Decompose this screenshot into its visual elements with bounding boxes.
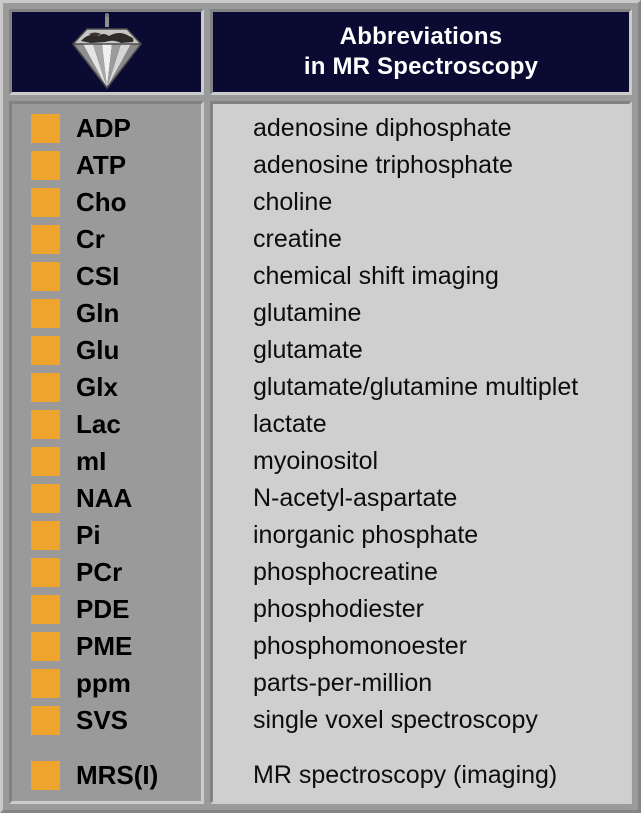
definition-label: parts-per-million bbox=[253, 669, 433, 697]
bullet-square-icon bbox=[31, 410, 60, 439]
abbreviation-row bbox=[31, 443, 201, 480]
definition-label: lactate bbox=[253, 410, 327, 438]
definition-label: glutamate bbox=[253, 336, 363, 364]
bullet-square-icon bbox=[31, 114, 60, 143]
page-title-line1: Abbreviations bbox=[339, 23, 503, 50]
definition-row bbox=[253, 757, 629, 794]
abbreviation-label: ADP bbox=[76, 113, 131, 143]
abbreviation-row bbox=[31, 332, 201, 369]
definition-row bbox=[253, 702, 629, 739]
abbreviation-row bbox=[31, 110, 201, 147]
abbreviation-label: mI bbox=[76, 446, 107, 476]
abbreviation-row bbox=[31, 184, 201, 221]
abbreviation-list bbox=[9, 101, 204, 804]
definition-row bbox=[253, 554, 629, 591]
definition-label: glutamine bbox=[253, 299, 362, 327]
abbreviation-row bbox=[31, 591, 201, 628]
diamond-icon bbox=[69, 12, 145, 92]
bullet-square-icon bbox=[31, 447, 60, 476]
definition-label: myoinositol bbox=[253, 447, 379, 475]
definition-row bbox=[253, 628, 629, 665]
list-gap bbox=[253, 739, 629, 757]
definition-label: choline bbox=[253, 188, 333, 216]
definition-row bbox=[253, 406, 629, 443]
definition-label: chemical shift imaging bbox=[253, 262, 499, 290]
abbreviation-row bbox=[31, 406, 201, 443]
abbreviation-label: PME bbox=[76, 631, 133, 661]
definition-row bbox=[253, 480, 629, 517]
definition-label: N-acetyl-aspartate bbox=[253, 484, 458, 512]
bullet-square-icon bbox=[31, 373, 60, 402]
bullet-square-icon bbox=[31, 151, 60, 180]
definition-label: MR spectroscopy (imaging) bbox=[253, 761, 558, 789]
abbreviation-label: Gln bbox=[76, 298, 120, 328]
definition-label: adenosine diphosphate bbox=[253, 114, 512, 142]
definition-row bbox=[253, 591, 629, 628]
definition-row bbox=[253, 517, 629, 554]
title-cell bbox=[210, 9, 632, 95]
abbreviation-row bbox=[31, 369, 201, 406]
definition-row bbox=[253, 665, 629, 702]
definition-label: phosphomonoester bbox=[253, 632, 468, 660]
abbreviation-row bbox=[31, 665, 201, 702]
definition-row bbox=[253, 258, 629, 295]
bullet-square-icon bbox=[31, 262, 60, 291]
abbreviation-label: Glx bbox=[76, 372, 118, 402]
abbreviation-label: Pi bbox=[76, 520, 101, 550]
definition-label: inorganic phosphate bbox=[253, 521, 479, 549]
abbreviation-row bbox=[31, 757, 201, 794]
abbreviation-label: Cr bbox=[76, 224, 105, 254]
abbreviation-label: ppm bbox=[76, 668, 131, 698]
logo-cell bbox=[9, 9, 204, 95]
definition-row bbox=[253, 110, 629, 147]
abbreviation-label: Lac bbox=[76, 409, 121, 439]
bullet-square-icon bbox=[31, 521, 60, 550]
abbreviation-label: Cho bbox=[76, 187, 127, 217]
definition-row bbox=[253, 332, 629, 369]
abbreviation-label: Glu bbox=[76, 335, 120, 365]
bullet-square-icon bbox=[31, 336, 60, 365]
definition-label: phosphocreatine bbox=[253, 558, 438, 586]
definition-row bbox=[253, 221, 629, 258]
abbreviation-row bbox=[31, 628, 201, 665]
page-title-line2: in MR Spectroscopy bbox=[303, 53, 539, 80]
abbreviation-row bbox=[31, 295, 201, 332]
abbreviation-row bbox=[31, 221, 201, 258]
definition-label: adenosine triphosphate bbox=[253, 151, 513, 179]
bullet-square-icon bbox=[31, 225, 60, 254]
abbreviation-label: PDE bbox=[76, 594, 130, 624]
abbreviation-row bbox=[31, 480, 201, 517]
bullet-square-icon bbox=[31, 761, 60, 790]
bullet-square-icon bbox=[31, 558, 60, 587]
definition-row bbox=[253, 443, 629, 480]
abbreviation-label: ATP bbox=[76, 150, 127, 180]
abbreviation-row bbox=[31, 258, 201, 295]
definition-label: phosphodiester bbox=[253, 595, 424, 623]
abbreviation-label: MRS(I) bbox=[76, 760, 159, 790]
definition-label: single voxel spectroscopy bbox=[253, 706, 538, 734]
abbreviation-row bbox=[31, 147, 201, 184]
definition-label: glutamate/glutamine multiplet bbox=[253, 373, 579, 401]
definition-row bbox=[253, 295, 629, 332]
definition-row bbox=[253, 147, 629, 184]
abbreviation-label: CSI bbox=[76, 261, 120, 291]
abbreviation-label: SVS bbox=[76, 705, 129, 735]
definition-row bbox=[253, 184, 629, 221]
bullet-square-icon bbox=[31, 669, 60, 698]
abbreviation-row bbox=[31, 702, 201, 739]
bullet-square-icon bbox=[31, 706, 60, 735]
definition-label: creatine bbox=[253, 225, 342, 253]
bullet-square-icon bbox=[31, 484, 60, 513]
bullet-square-icon bbox=[31, 595, 60, 624]
bullet-square-icon bbox=[31, 299, 60, 328]
abbreviation-label: PCr bbox=[76, 557, 123, 587]
bullet-square-icon bbox=[31, 188, 60, 217]
bullet-square-icon bbox=[31, 632, 60, 661]
list-gap bbox=[31, 739, 201, 757]
abbreviation-row bbox=[31, 554, 201, 591]
page-title bbox=[304, 22, 538, 82]
definition-list bbox=[210, 101, 632, 804]
abbreviation-row bbox=[31, 517, 201, 554]
definition-row bbox=[253, 369, 629, 406]
abbreviation-label: NAA bbox=[76, 483, 133, 513]
